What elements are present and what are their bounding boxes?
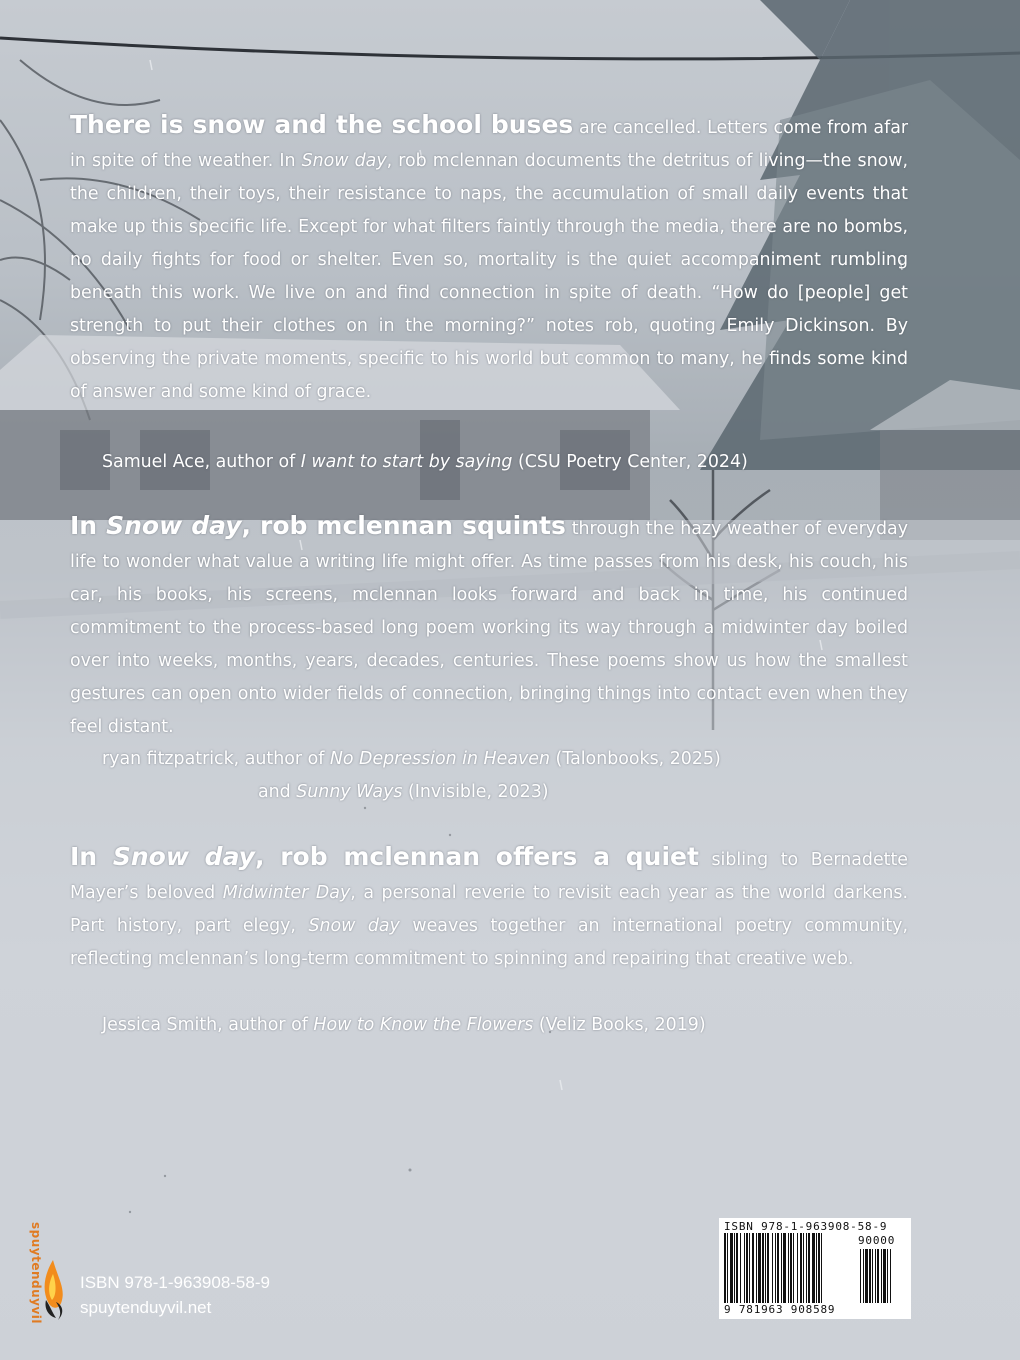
blurb-3-author: Jessica Smith, author of <box>102 1015 314 1035</box>
blurb-2-text: through the hazy weather of everyday life to wonder what value a writing life might offer. As time passes from his desk, his couch, his car, his books, his screens, mclennan looks forward and back in time, his continued commitment to the process-based long poem working its way through a midwinter day boiled over into weeks, months, years, decades, centuries. These poems show us how the smallest gestures can open onto wider fields of connection, bringing things into contact even when they feel distant. <box>70 519 909 737</box>
blurb-3-text: sibling to Bernadette Mayer’s beloved <box>70 850 908 903</box>
blurb-3-text-2: , a personal reverie to revisit each year as the world darkens. Part history, part elegy, <box>70 883 908 936</box>
blurb-3-lead-a: In <box>70 842 113 871</box>
publisher-info <box>80 1270 270 1320</box>
blurb-1-author-book: I want to start by saying <box>300 452 513 472</box>
blurb-3 <box>70 840 908 976</box>
blurb-3-attribution <box>102 1009 706 1041</box>
blurb-3-author-book: How to Know the Flowers <box>313 1015 534 1035</box>
blurb-1-lead: There is snow and the school buses <box>70 110 574 139</box>
blurb-2-author-book2: Sunny Ways <box>296 782 403 802</box>
barcode-ean-digits: 9 781963 908589 <box>724 1303 836 1316</box>
blurb-1-text-cont: , rob mclennan documents the detritus of living—the snow, the children, their toys, their resistance to naps, the accumulation of small daily events that make up this specific life. Except for what filters faintly through the media, there are no bombs, no daily fights for food or shelter. Even so, mortality is the quiet accompaniment rumbling beneath this work. We live on and find connection in spite of death. “How do [people] get strength to put their clothes on in the morning?” notes rob, quoting Emily Dickinson. By observing the private moments, specific to his world but common to many, he finds some kind of answer and some kind of grace. <box>70 151 908 402</box>
barcode-addon: 90000 <box>858 1234 896 1247</box>
blurb-2-lead-title: Snow day <box>106 511 242 540</box>
blurb-3-lead-title: Snow day <box>112 842 255 871</box>
barcode-isbn-label: ISBN 978-1-963908-58-9 <box>724 1220 888 1233</box>
blurb-2-lead-a: In <box>70 511 107 540</box>
blurb-3-lead <box>70 842 699 871</box>
blurb-1-author-publisher: (CSU Poetry Center, 2024) <box>512 452 748 472</box>
blurb-2-lead-b: , rob mclennan squints <box>241 511 566 540</box>
blurb-2-author-publisher: (Talonbooks, 2025) <box>550 749 721 769</box>
blurb-3-title-2: Snow day <box>308 916 400 936</box>
flame-logo-icon <box>40 1170 66 1320</box>
blurb-2-author: ryan fitzpatrick, author of <box>102 749 330 769</box>
blurb-3-text-3: weaves together an international poetry community, reflecting mclennan’s long-term commitment to spinning and repairing that creative web. <box>70 916 908 969</box>
blurb-2 <box>70 509 908 744</box>
blurb-1-author: Samuel Ace, author of <box>102 452 301 472</box>
blurb-2-author-book: No Depression in Heaven <box>329 749 551 769</box>
blurb-2-lead <box>70 511 566 540</box>
blurb-2-attribution <box>102 743 721 775</box>
isbn-barcode <box>719 1218 911 1319</box>
blurb-3-lead-b: , rob mclennan offers a quiet <box>254 842 699 871</box>
blurb-2-attribution-line2 <box>258 776 549 808</box>
blurb-1-title: Snow day <box>301 151 387 171</box>
blurb-3-author-publisher: (Veliz Books, 2019) <box>533 1015 706 1035</box>
blurb-2-and: and <box>258 782 297 802</box>
publisher-logo-text: spuytenduyvil <box>29 1222 43 1325</box>
blurb-3-title-1: Midwinter Day <box>222 883 351 903</box>
publisher-isbn: ISBN 978-1-963908-58-9 <box>80 1273 270 1292</box>
blurb-1-attribution <box>102 446 748 478</box>
publisher-website[interactable]: spuytenduyvil.net <box>80 1298 212 1317</box>
blurb-2-author-publisher2: (Invisible, 2023) <box>402 782 549 802</box>
blurb-1-text: are cancelled. Letters come from afar in spite of the weather. In <box>70 118 908 171</box>
blurb-1 <box>70 108 908 409</box>
